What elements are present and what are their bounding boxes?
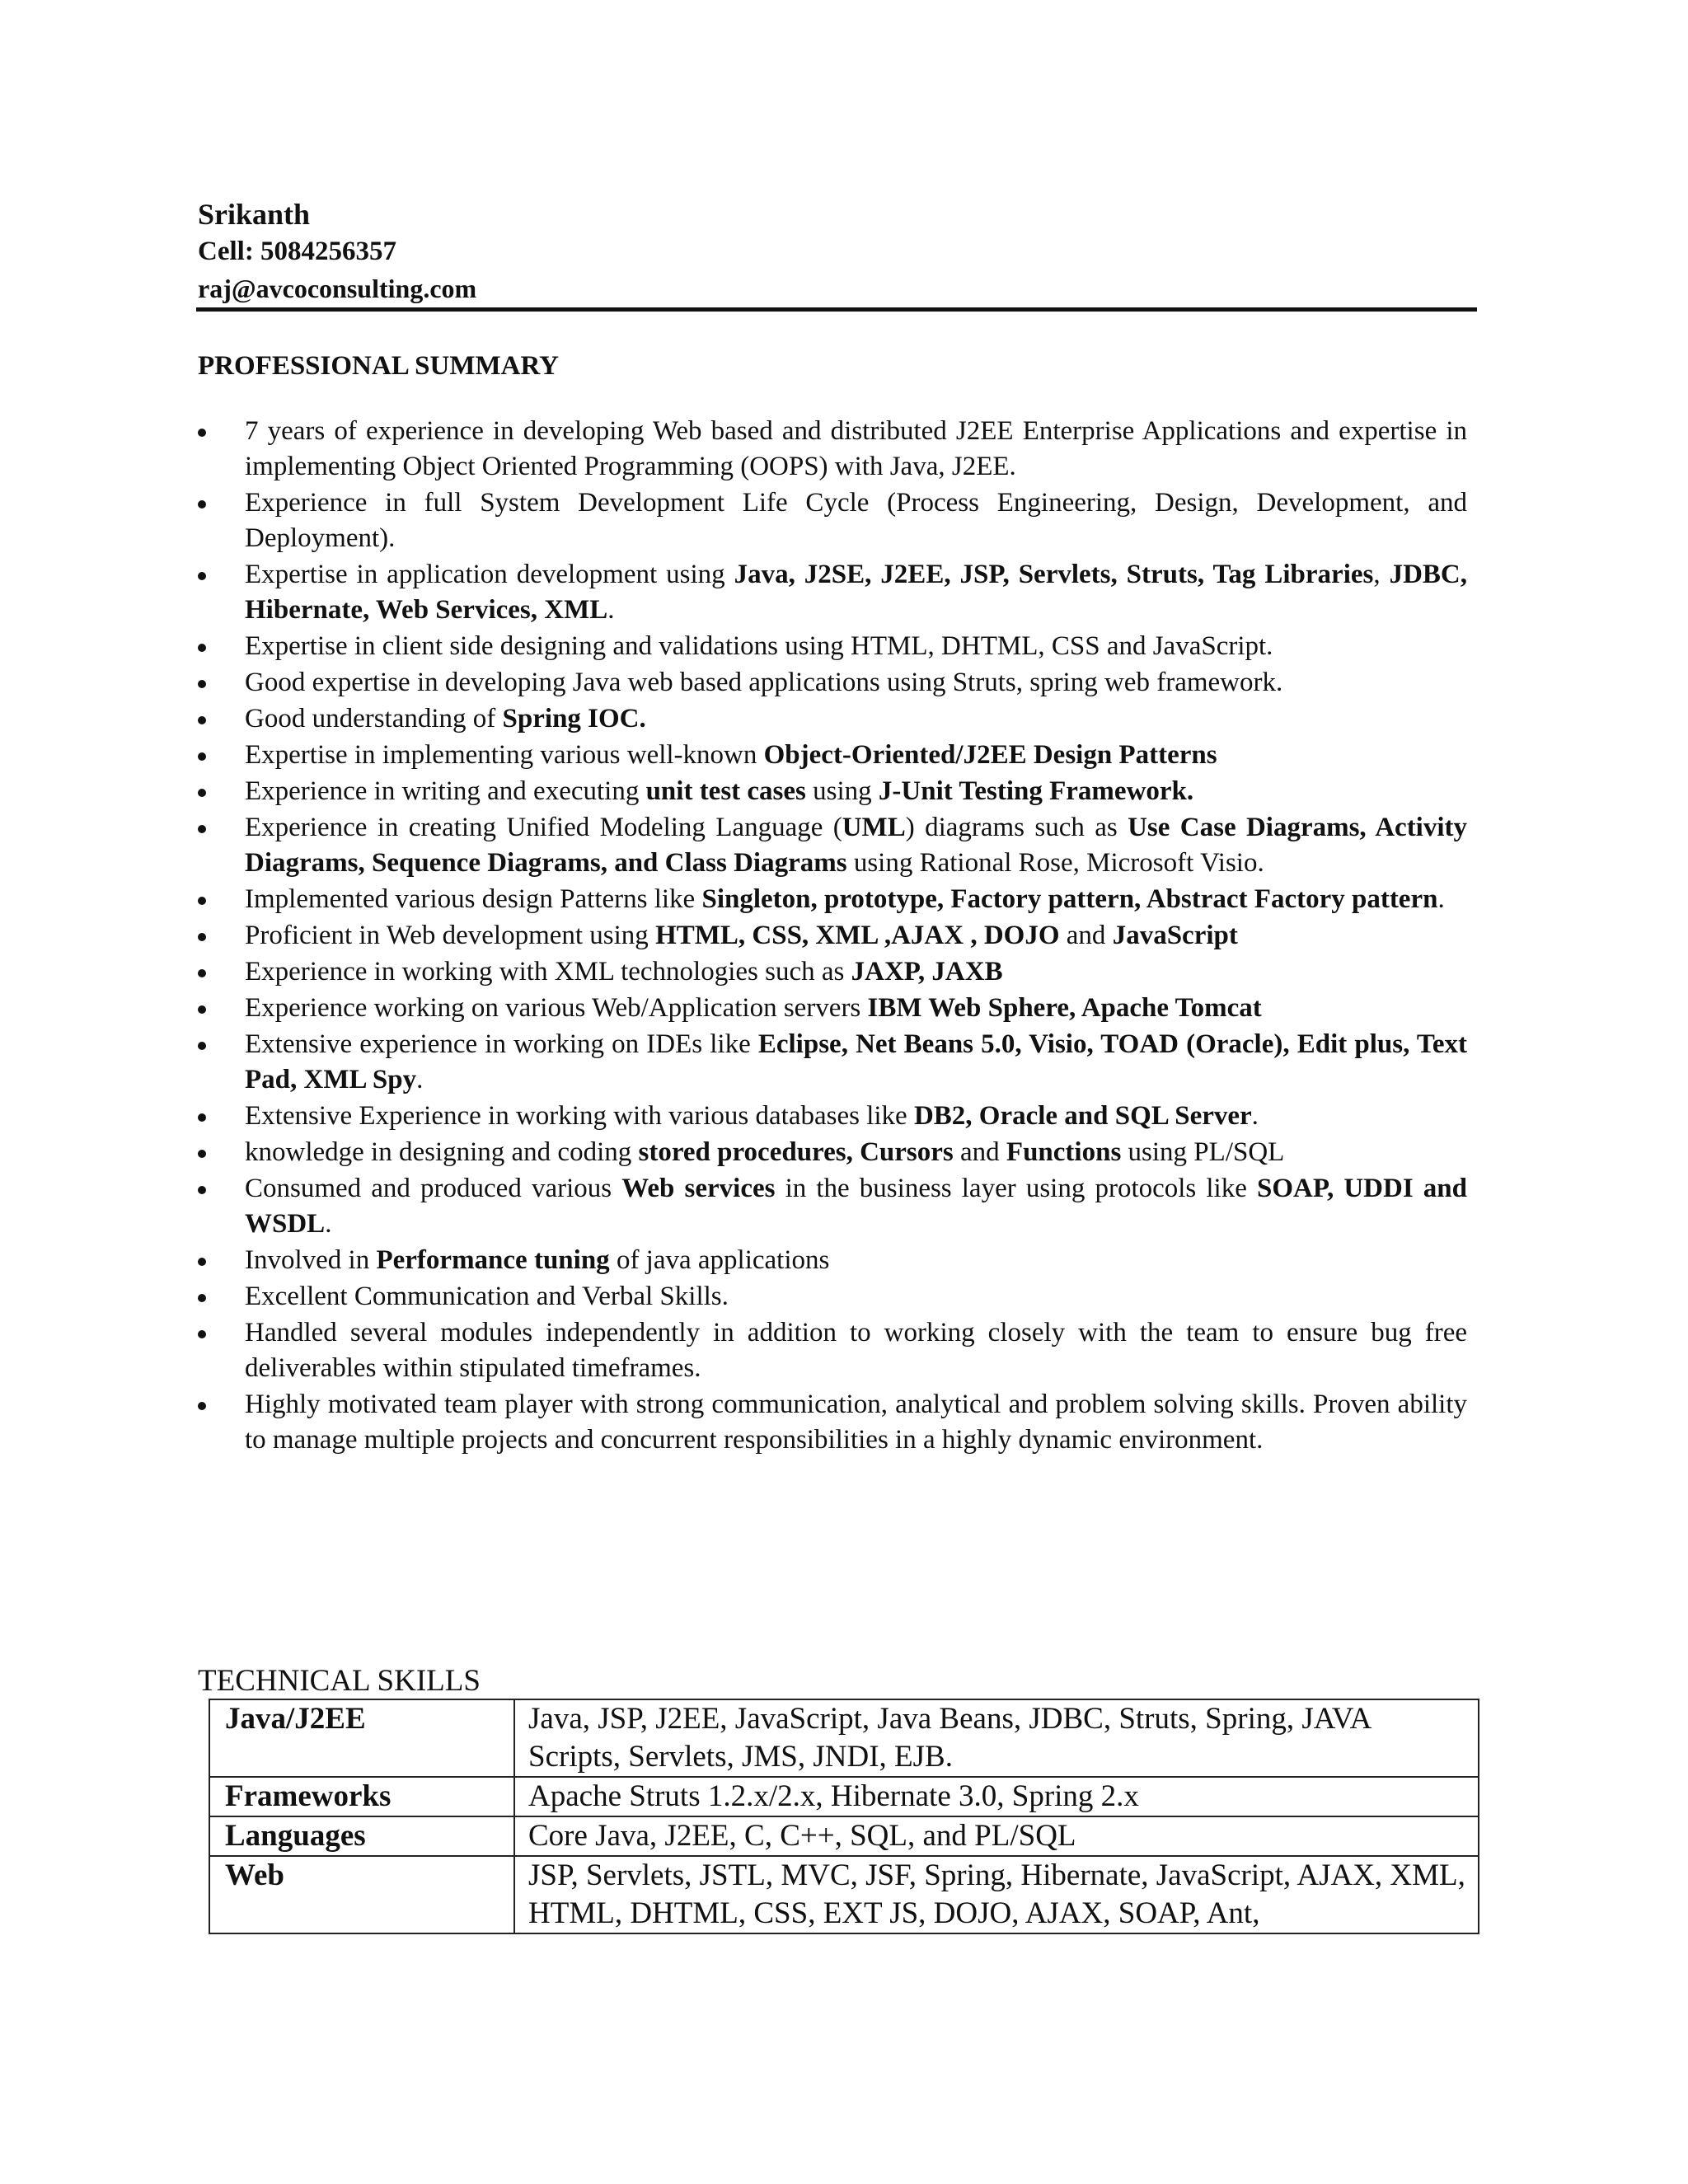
skill-category: Java/J2EE <box>209 1699 514 1777</box>
summary-list-item <box>198 1387 1467 1458</box>
summary-list-item <box>198 485 1467 556</box>
summary-bold-text: Performance tuning <box>376 1245 610 1275</box>
professional-summary-list <box>198 414 1467 1459</box>
summary-list-item <box>198 774 1467 809</box>
bullet-icon <box>198 1150 206 1158</box>
professional-summary-heading: PROFESSIONAL SUMMARY <box>198 351 559 381</box>
skills-table-row <box>209 1777 1479 1816</box>
skill-category: Web <box>209 1856 514 1933</box>
bullet-icon <box>198 933 206 941</box>
summary-text: Proficient in Web development using <box>245 921 656 950</box>
summary-list-item <box>198 414 1467 485</box>
summary-list-item <box>198 954 1467 990</box>
summary-text: Expertise in client side designing and validations using HTML, DHTML, CSS and JavaScript. <box>245 631 1273 661</box>
summary-list-item <box>198 738 1467 773</box>
summary-text: Highly motivated team player with strong communication, analytical and problem solving skills. Proven ability to manage multiple projects and concurrent responsibilities in a highly dynamic environment. <box>245 1390 1467 1455</box>
bullet-icon <box>198 500 206 509</box>
summary-bold-text: JAXP, JAXB <box>851 957 1003 987</box>
bullet-icon <box>198 1330 206 1338</box>
skill-values: Core Java, J2EE, C, C++, SQL, and PL/SQL <box>514 1816 1479 1856</box>
skill-values: Java, JSP, J2EE, JavaScript, Java Beans, JDBC, Struts, Spring, JAVA Scripts, Servlets, JMS, JNDI, EJB. <box>514 1699 1479 1777</box>
summary-bold-text: Eclipse, Net Beans 5.0, Visio, TOAD (Oracle), Edit plus, Text Pad, XML Spy <box>245 1029 1467 1094</box>
bullet-icon <box>198 572 206 580</box>
summary-text: Implemented various design Patterns like <box>245 884 702 914</box>
bullet-icon <box>198 789 206 797</box>
summary-list-item <box>198 1027 1467 1098</box>
bullet-icon <box>198 1186 206 1194</box>
summary-text: . <box>1437 884 1445 914</box>
skill-category: Languages <box>209 1816 514 1856</box>
bullet-icon <box>198 680 206 688</box>
summary-bold-text: unit test cases <box>645 776 806 806</box>
summary-bold-text: Spring IOC. <box>502 704 646 733</box>
summary-text: Expertise in implementing various well-known <box>245 740 764 770</box>
bullet-icon <box>198 1113 206 1122</box>
summary-bold-text: Java, J2SE, J2EE, JSP, Servlets, Struts, Tag Libraries <box>734 560 1374 589</box>
summary-list-item <box>198 1315 1467 1386</box>
summary-bold-text: Object-Oriented/J2EE Design Patterns <box>763 740 1217 770</box>
bullet-icon <box>198 897 206 905</box>
summary-text: and <box>953 1137 1006 1167</box>
summary-list-item <box>198 1171 1467 1242</box>
summary-text: Good expertise in developing Java web based applications using Struts, spring web framework. <box>245 668 1283 697</box>
summary-bold-text: Web services <box>621 1174 776 1203</box>
bullet-icon <box>198 825 206 833</box>
summary-list-item <box>198 1099 1467 1134</box>
bullet-icon <box>198 1042 206 1050</box>
summary-list-item <box>198 701 1467 737</box>
summary-text: Experience in full System Development Life Cycle (Process Engineering, Design, Development, and Deployment). <box>245 488 1467 553</box>
email-address: raj@avcoconsulting.com <box>198 274 477 303</box>
summary-bold-text: JDBC, Hibernate, Web Services, XML <box>245 560 1467 625</box>
summary-text: in the business layer using protocols like <box>775 1174 1257 1203</box>
bullet-icon <box>198 644 206 652</box>
technical-skills-heading: TECHNICAL SKILLS <box>198 1664 481 1698</box>
summary-bold-text: J-Unit Testing Framework. <box>878 776 1194 806</box>
skills-table-row <box>209 1699 1479 1777</box>
summary-text: using Rational Rose, Microsoft Visio. <box>846 848 1264 878</box>
summary-text: ) diagrams such as <box>905 813 1128 842</box>
bullet-icon <box>198 716 206 724</box>
summary-text: Consumed and produced various <box>245 1174 622 1203</box>
summary-text: knowledge in designing and coding <box>245 1137 639 1167</box>
bullet-icon <box>198 1258 206 1266</box>
skills-table-row <box>209 1816 1479 1856</box>
summary-bold-text: JavaScript <box>1112 921 1238 950</box>
summary-text: Experience working on various Web/Application servers <box>245 993 868 1023</box>
summary-text: . <box>1251 1101 1259 1131</box>
summary-text: Extensive experience in working on IDEs like <box>245 1029 758 1059</box>
summary-text: using PL/SQL <box>1121 1137 1285 1167</box>
summary-bold-text: stored procedures, Cursors <box>638 1137 954 1167</box>
bullet-icon <box>198 429 206 437</box>
skill-category: Frameworks <box>209 1777 514 1816</box>
summary-text: Excellent Communication and Verbal Skills. <box>245 1282 729 1311</box>
skills-table-row <box>209 1856 1479 1933</box>
summary-list-item <box>198 1243 1467 1278</box>
candidate-name: Srikanth <box>198 198 311 231</box>
summary-text: Expertise in application development using <box>245 560 734 589</box>
phone-number: Cell: 5084256357 <box>198 237 397 266</box>
summary-text: and <box>1059 921 1113 950</box>
bullet-icon <box>198 1402 206 1410</box>
summary-text: . <box>325 1209 332 1239</box>
summary-list-item <box>198 665 1467 701</box>
summary-bold-text: Functions <box>1006 1137 1122 1167</box>
summary-text: Good understanding of <box>245 704 503 733</box>
summary-list-item <box>198 1135 1467 1170</box>
summary-text: Experience in working with XML technologies such as <box>245 957 851 987</box>
summary-bold-text: DB2, Oracle and SQL Server <box>913 1101 1252 1131</box>
header-divider <box>196 307 1477 312</box>
summary-bold-text: Use Case Diagrams, Activity Diagrams, Sequence Diagrams, and Class Diagrams <box>245 813 1468 878</box>
summary-text: , <box>1373 560 1390 589</box>
skill-values: Apache Struts 1.2.x/2.x, Hibernate 3.0, Spring 2.x <box>514 1777 1479 1816</box>
summary-list-item <box>198 1279 1467 1315</box>
summary-list-item <box>198 882 1467 917</box>
summary-text: Experience in writing and executing <box>245 776 646 806</box>
summary-text: . <box>607 595 615 625</box>
summary-text: using <box>805 776 879 806</box>
summary-list-item <box>198 557 1467 628</box>
summary-text: of java applications <box>609 1245 830 1275</box>
summary-list-item <box>198 918 1467 954</box>
summary-list-item <box>198 629 1467 664</box>
skill-values: JSP, Servlets, JSTL, MVC, JSF, Spring, Hibernate, JavaScript, AJAX, XML, HTML, DHTML, CSS, EXT JS, DOJO, AJAX, SOAP, Ant, <box>514 1856 1479 1933</box>
summary-text: Handled several modules independently in addition to working closely with the team to ensure bug free deliverables within stipulated timeframes. <box>245 1318 1467 1383</box>
bullet-icon <box>198 1005 206 1014</box>
summary-text: . <box>416 1065 424 1094</box>
summary-text: Extensive Experience in working with various databases like <box>245 1101 914 1131</box>
bullet-icon <box>198 752 206 761</box>
summary-bold-text: Singleton, prototype, Factory pattern, Abstract Factory pattern <box>701 884 1438 914</box>
summary-list-item <box>198 991 1467 1026</box>
summary-text: 7 years of experience in developing Web based and distributed J2EE Enterprise Applications and expertise in implementing Object Oriented Programming (OOPS) with Java, J2EE. <box>245 416 1467 481</box>
summary-bold-text: SOAP, UDDI and WSDL <box>245 1174 1468 1239</box>
summary-list-item <box>198 810 1467 881</box>
summary-bold-text: HTML, CSS, XML ,AJAX , DOJO <box>655 921 1060 950</box>
summary-bold-text: IBM Web Sphere, Apache Tomcat <box>867 993 1262 1023</box>
summary-text: Experience in creating Unified Modeling Language ( <box>245 813 842 842</box>
summary-bold-text: UML <box>842 813 906 842</box>
bullet-icon <box>198 969 206 977</box>
resume-header <box>198 196 1475 307</box>
bullet-icon <box>198 1294 206 1302</box>
technical-skills-table <box>209 1699 1479 1934</box>
summary-text: Involved in <box>245 1245 377 1275</box>
